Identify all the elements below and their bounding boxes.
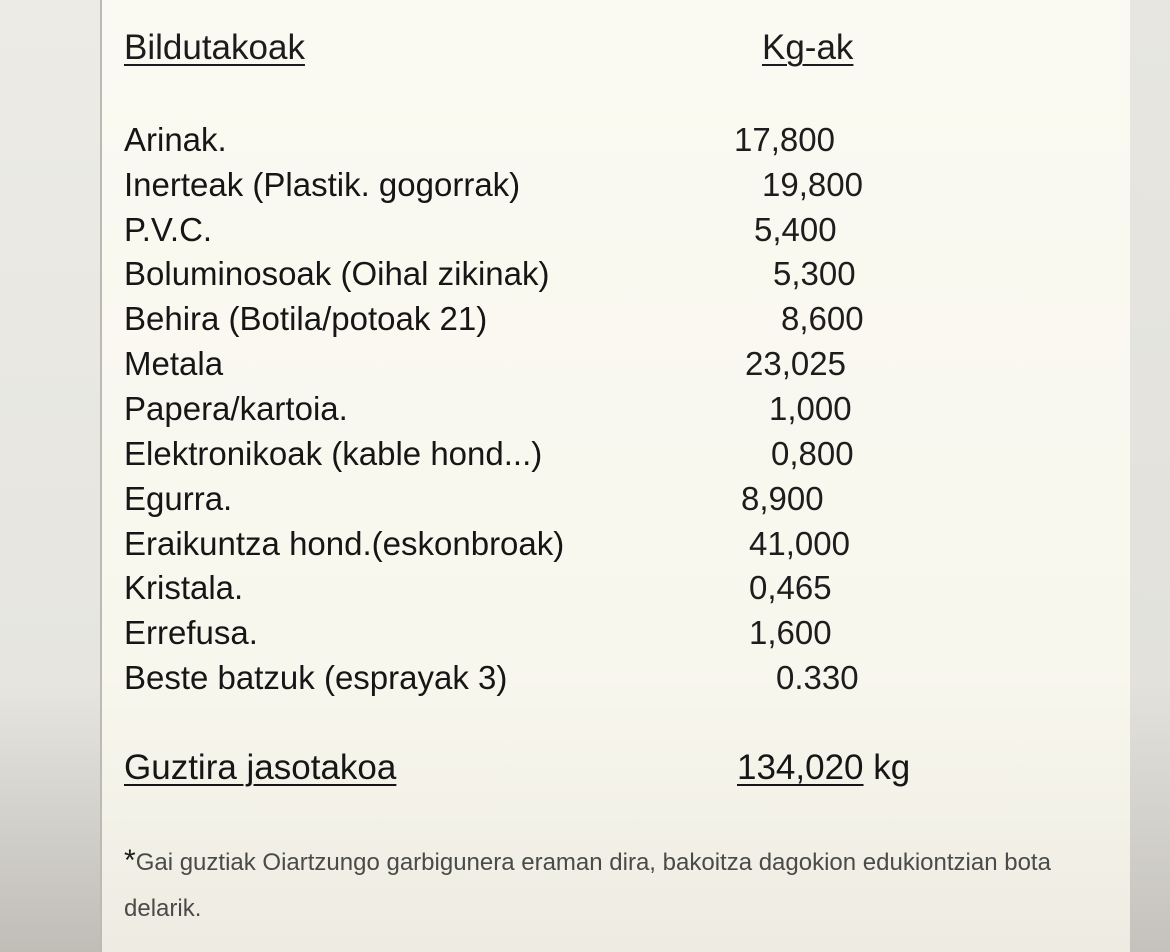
item-label: Eraikuntza hond.(eskonbroak) [124,525,565,562]
item-label: P.V.C. [124,211,213,248]
item-value: 0.330 [776,659,859,696]
item-value: 1,600 [749,614,832,651]
item-label: Elektronikoak (kable hond...) [124,435,543,472]
item-label: Arinak. [124,121,227,158]
item-label: Papera/kartoia. [124,390,348,427]
item-value: 1,000 [769,390,852,427]
item-value: 8,600 [781,300,864,337]
item-value: 8,900 [741,480,824,517]
item-label: Egurra. [124,480,233,517]
item-value: 5,400 [754,211,837,248]
total-label: Guztira jasotakoa [124,748,397,787]
footnote-text: Gai guztiak Oiartzungo garbigunera eraman dira, bakoitza dagokion edukiontzian bota delarik. [124,849,1051,922]
footnote-asterisk: * [124,844,136,877]
item-value: 41,000 [749,525,850,562]
total-number: 134,020 [737,748,864,787]
item-label: Beste batzuk (esprayak 3) [124,659,508,696]
column-header-items: Bildutakoak [124,28,305,67]
item-value: 23,025 [745,345,846,382]
background-left [0,0,100,952]
item-label: Errefusa. [124,614,258,651]
item-label: Inerteak (Plastik. gogorrak) [124,166,521,203]
item-value: 17,800 [734,121,835,158]
total-value [737,748,910,788]
item-value: 0,800 [771,435,854,472]
total-unit: kg [873,748,911,787]
background-right [1130,0,1170,952]
item-label: Boluminosoak (Oihal zikinak) [124,255,550,292]
item-value: 19,800 [762,166,863,203]
document-page [100,0,1130,952]
item-label: Kristala. [124,569,244,606]
item-value: 0,465 [749,569,832,606]
column-header-kg: Kg-ak [762,28,854,67]
footnote [124,838,1064,932]
item-value: 5,300 [773,255,856,292]
item-label: Metala [124,345,224,382]
item-label: Behira (Botila/potoak 21) [124,300,488,337]
